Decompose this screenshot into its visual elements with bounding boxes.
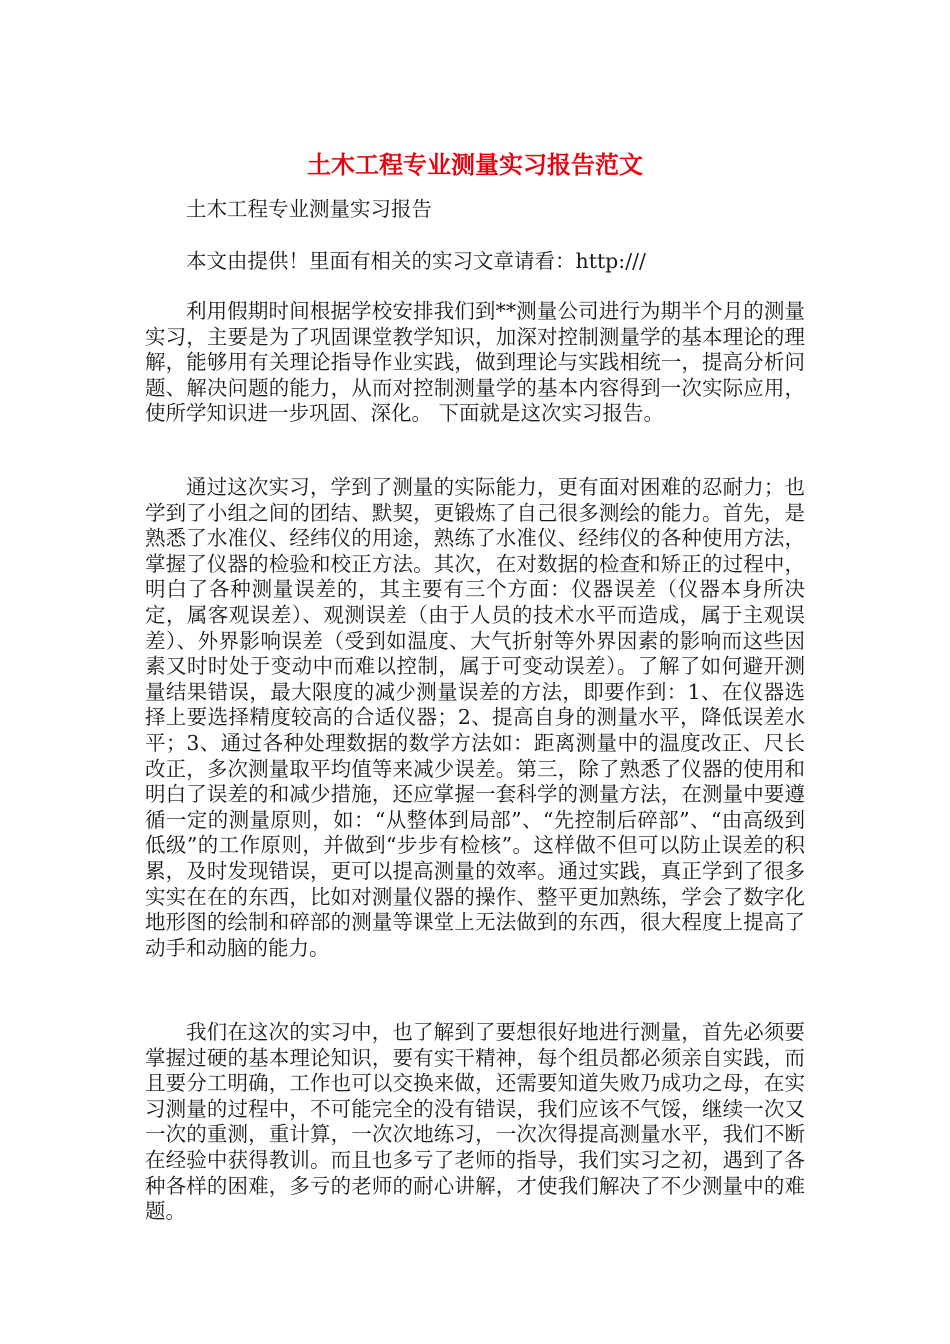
document-subtitle: 土木工程专业测量实习报告 (186, 197, 432, 221)
paragraph-2: 通过这次实习，学到了测量的实际能力，更有面对困难的忍耐力；也学到了小组之间的团结、默契，更锻炼了自己很多测绘的能力。首先，是熟悉了水准仪、经纬仪的用途，熟练了水准仪、经纬仪的各种使用方法，掌握了仪器的检验和校正方法。其次，在对数据的检查和矫正的过程中，明白了各种测量误差的，其主要有三个方面：仪器误差（仪器本身所决定，属客观误差）、观测误差（由于人员的技术水平而造成，属于主观误差）、外界影响误差（受到如温度、大气折射等外界因素的影响而这些因素又时时处于变动中而难以控制，属于可变动误差）。了解了如何避开测量结果错误，最大限度的减少测量误差的方法，即要作到：1、在仪器选择上要选择精度较高的合适仪器；2、提高自身的测量水平，降低误差水平；3、通过各种处理数据的数学方法如：距离测量中的温度改正、尺长改正，多次测量取平均值等来减少误差。第三，除了熟悉了仪器的使用和明白了误差的和减少措施，还应掌握一套科学的测量方法，在测量中要遵循一定的测量原则，如：“从整体到局部”、“先控制后碎部”、“由高级到低级”的工作原则，并做到“步步有检核”。这样做不但可以防止误差的积累，及时发现错误，更可以提高测量的效率。通过实践，真正学到了很多实实在在的东西，比如对测量仪器的操作、整平更加熟练，学会了数字化地形图的绘制和碎部的测量等课堂上无法做到的东西，很大程度上提高了动手和动脑的能力。 (145, 475, 805, 960)
document-title: 土木工程专业测量实习报告范文 (307, 151, 643, 180)
paragraph-1: 利用假期时间根据学校安排我们到**测量公司进行为期半个月的测量实习，主要是为了巩固课堂教学知识，加深对控制测量学的基本理论的理解，能够用有关理论指导作业实践，做到理论与实践相统一，提高分析问题、解决问题的能力，从而对控制测量学的基本内容得到一次实际应用，使所学知识进一步巩固、深化。 下面就是这次实习报告。 (145, 299, 805, 426)
paragraph-3: 我们在这次的实习中，也了解到了要想很好地进行测量，首先必须要掌握过硬的基本理论知识，要有实干精神，每个组员都必须亲自实践，而且要分工明确，工作也可以交换来做，还需要知道失败乃成功之母，在实习测量的过程中，不可能完全的没有错误，我们应该不气馁，继续一次又一次的重测，重计算，一次次地练习，一次次得提高测量水平，我们不断在经验中获得教训。而且也多亏了老师的指导，我们实习之初，遇到了各种各样的困难，多亏的老师的耐心讲解，才使我们解决了不少测量中的难题。 (145, 1020, 805, 1224)
provider-line: 本文由提供！里面有相关的实习文章请看：http:/// (186, 249, 646, 273)
